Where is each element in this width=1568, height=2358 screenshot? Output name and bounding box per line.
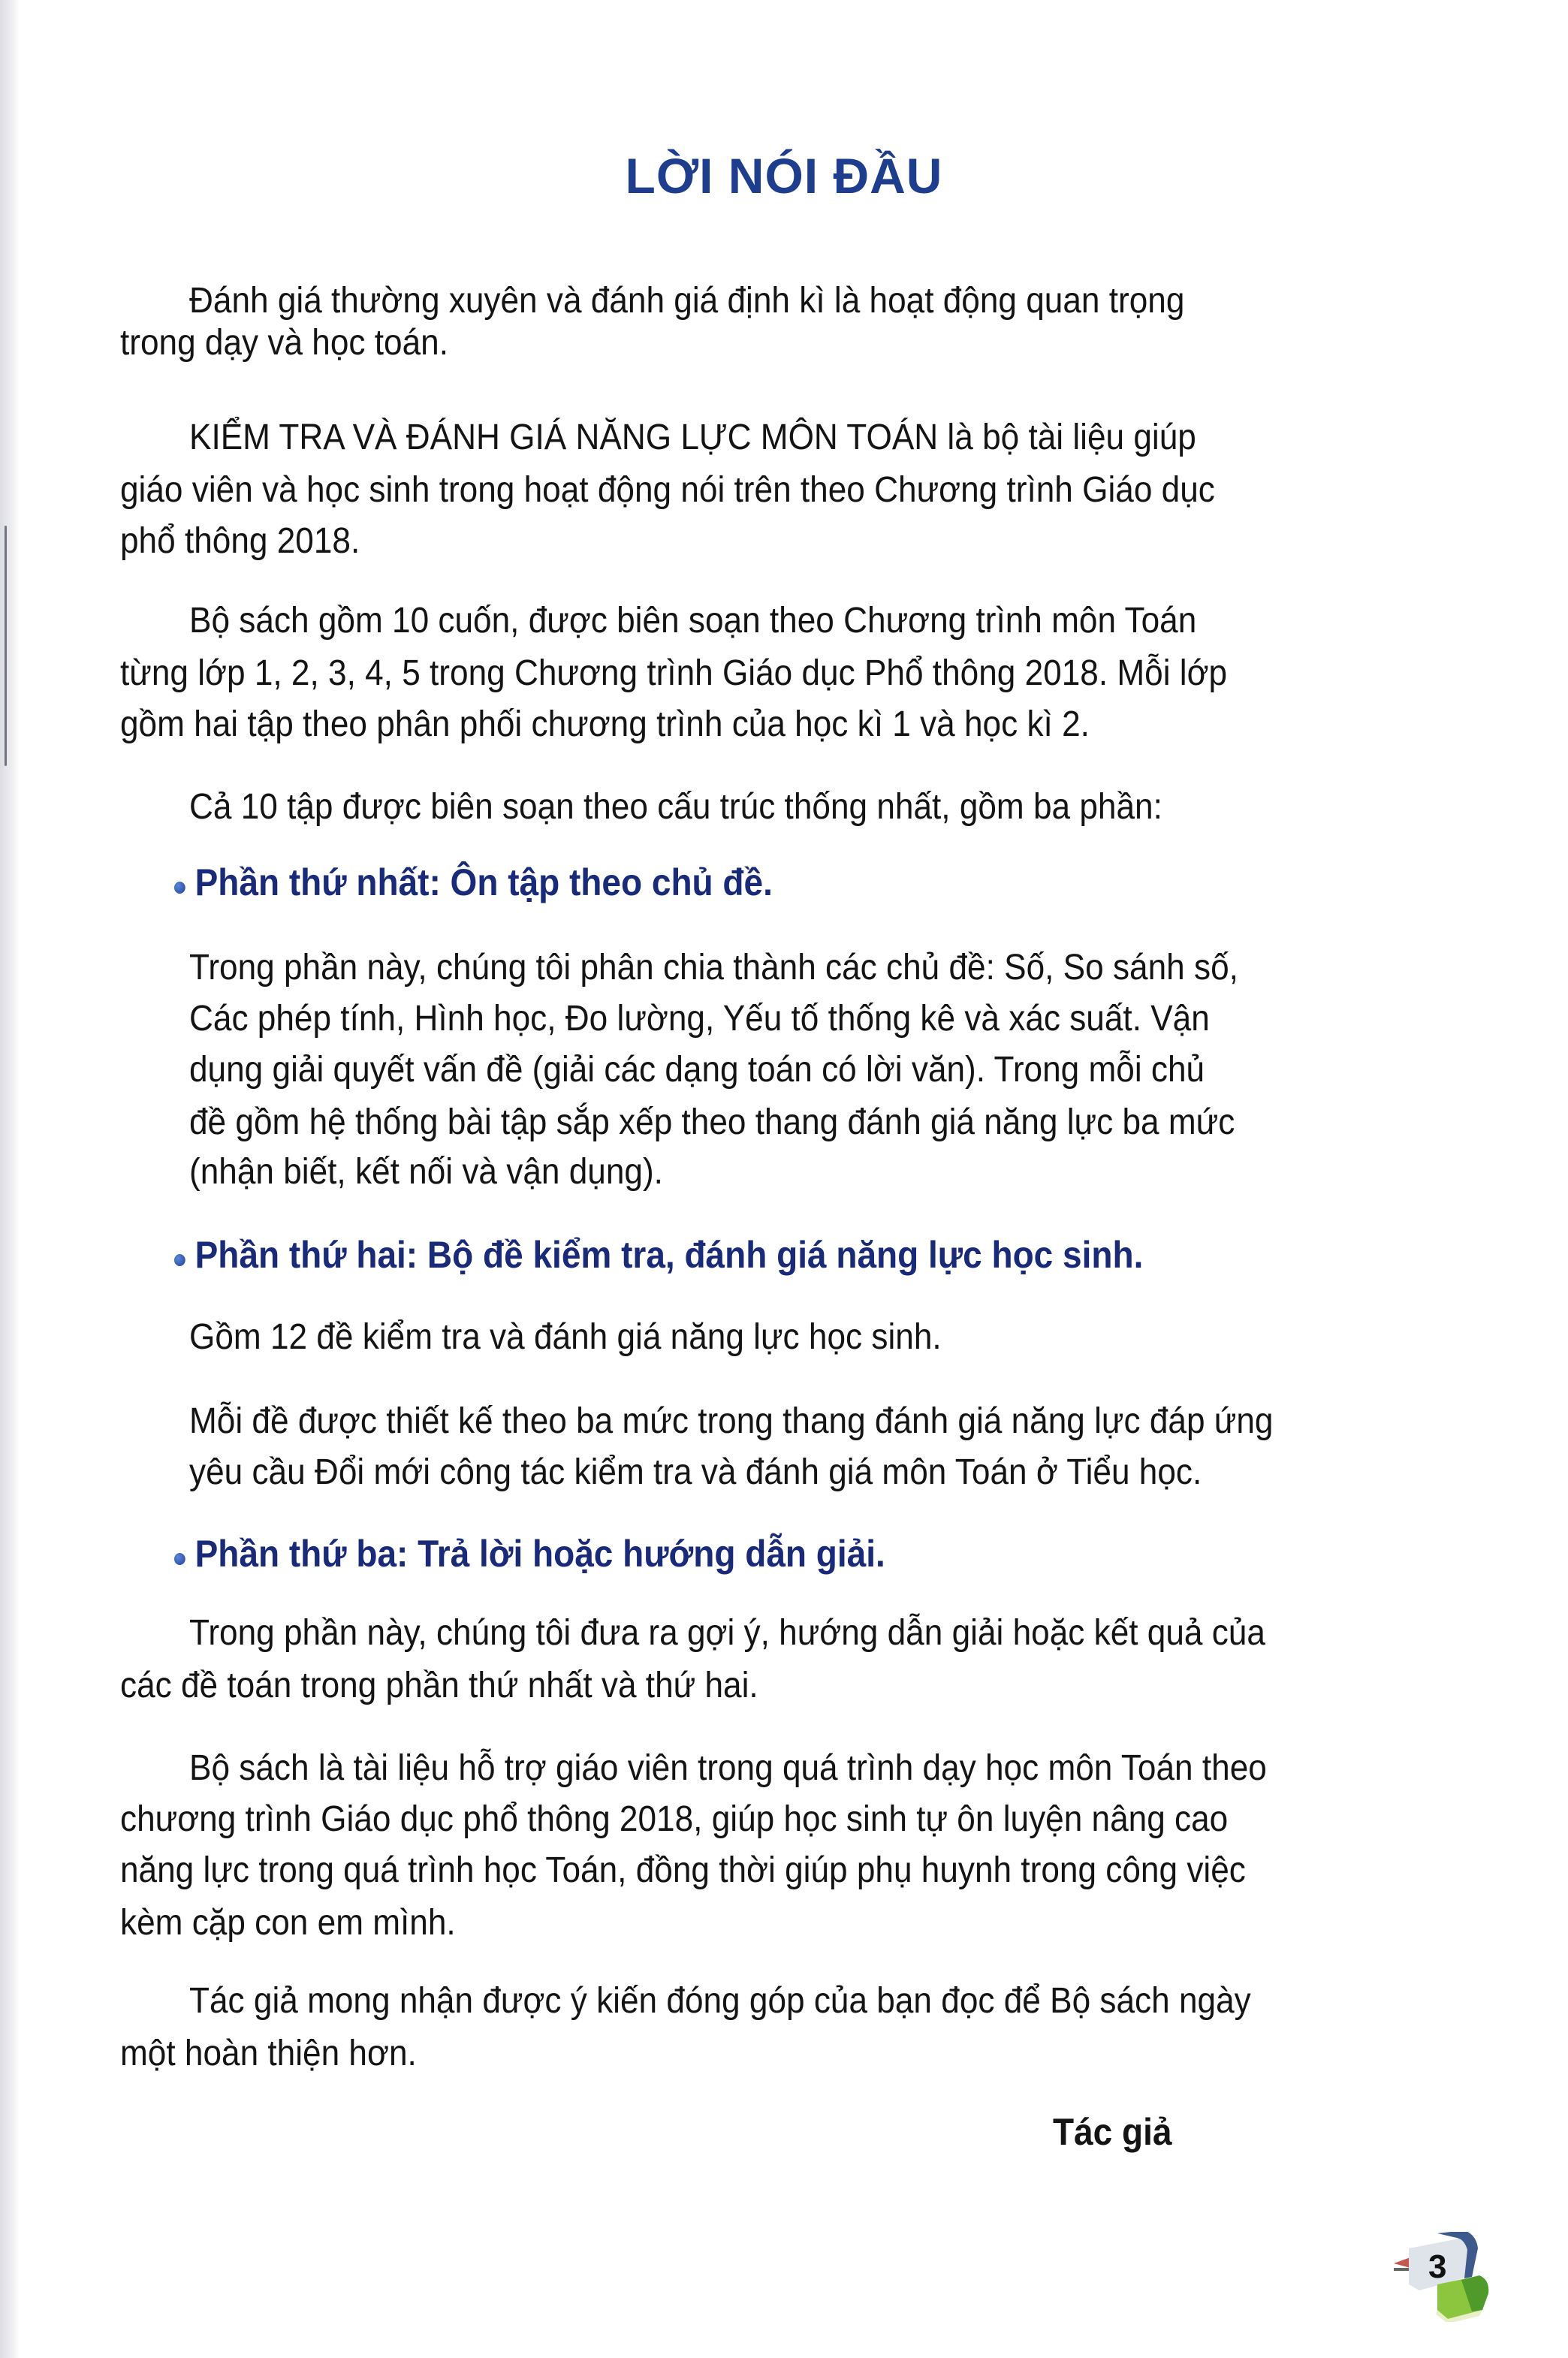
section-1-line-1: Trong phần này, chúng tôi phân chia thành các chủ đề: Số, So sánh số, [189,948,1238,988]
section-1-line-5: (nhận biết, kết nối và vận dụng). [189,1152,663,1192]
paragraph-6-line-2: một hoàn thiện hơn. [120,2034,417,2073]
bullet-dot-icon [174,1254,185,1266]
section-2-line-3: yêu cầu Đổi mới công tác kiểm tra và đánh giá môn Toán ở Tiểu học. [189,1452,1202,1492]
page-binding-edge [0,0,20,2358]
section-3-line-2: các đề toán trong phần thứ nhất và thứ hai. [120,1666,758,1705]
books-icon [1389,2232,1509,2322]
paragraph-5-line-2: chương trình Giáo dục phổ thông 2018, giúp học sinh tự ôn luyện nâng cao [120,1799,1229,1839]
paragraph-3-line-3: gồm hai tập theo phân phối chương trình của học kì 1 và học kì 2. [120,704,1090,744]
paragraph-5-line-1: Bộ sách là tài liệu hỗ trợ giáo viên trong quá trình dạy học môn Toán theo [189,1748,1267,1788]
section-3-heading [174,1527,885,1580]
section-3-line-1: Trong phần này, chúng tôi đưa ra gợi ý, hướng dẫn giải hoặc kết quả của [189,1613,1265,1653]
section-1-line-4: đề gồm hệ thống bài tập sắp xếp theo thang đánh giá năng lực ba mức [189,1102,1235,1142]
paragraph-1-line-1: Đánh giá thường xuyên và đánh giá định kì là hoạt động quan trọng [189,281,1185,321]
page-number-badge [1389,2232,1509,2322]
section-1-line-3: dụng giải quyết vấn đề (giải các dạng toán có lời văn). Trong mỗi chủ [189,1050,1205,1090]
section-2-heading-text: Phần thứ hai: Bộ đề kiểm tra, đánh giá năng lực học sinh. [194,1234,1144,1276]
section-1-line-2: Các phép tính, Hình học, Đo lường, Yếu tố thống kê và xác suất. Vận [189,999,1210,1039]
paragraph-6-line-1: Tác giả mong nhận được ý kiến đóng góp của bạn đọc để Bộ sách ngày [189,1981,1251,2021]
section-2-line-2: Mỗi đề được thiết kế theo ba mức trong thang đánh giá năng lực đáp ứng [189,1401,1274,1441]
bullet-dot-icon [174,1553,185,1565]
paragraph-2-line-1: KIỂM TRA VÀ ĐÁNH GIÁ NĂNG LỰC MÔN TOÁN là bộ tài liệu giúp [189,418,1196,457]
section-3-heading-text: Phần thứ ba: Trả lời hoặc hướng dẫn giải. [194,1533,885,1575]
page-title: LỜI NÓI ĐẦU [625,148,943,204]
paragraph-5-line-4: kèm cặp con em mình. [120,1903,456,1943]
section-1-heading-text: Phần thứ nhất: Ôn tập theo chủ đề. [194,861,773,903]
paragraph-3-line-2: từng lớp 1, 2, 3, 4, 5 trong Chương trình Giáo dục Phổ thông 2018. Mỗi lớp [120,653,1228,693]
paragraph-3-line-1: Bộ sách gồm 10 cuốn, được biên soạn theo Chương trình môn Toán [189,601,1197,641]
paragraph-1-line-2: trong dạy và học toán. [120,323,448,363]
section-2-heading [174,1229,1143,1281]
section-2-line-1: Gồm 12 đề kiểm tra và đánh giá năng lực học sinh. [189,1317,942,1357]
author-signature: Tác giả [1053,2111,1172,2153]
paragraph-2-line-2: giáo viên và học sinh trong hoạt động nói trên theo Chương trình Giáo dục [120,470,1215,510]
bullet-dot-icon [174,882,185,894]
paragraph-5-line-3: năng lực trong quá trình học Toán, đồng thời giúp phụ huynh trong công việc [120,1850,1246,1890]
section-1-heading [174,856,773,909]
paragraph-4-line-1: Cả 10 tập được biên soạn theo cấu trúc thống nhất, gồm ba phần: [189,787,1162,827]
paragraph-2-line-3: phổ thông 2018. [120,521,360,561]
binding-shadow-line [5,526,7,766]
page-number: 3 [1428,2248,1447,2285]
